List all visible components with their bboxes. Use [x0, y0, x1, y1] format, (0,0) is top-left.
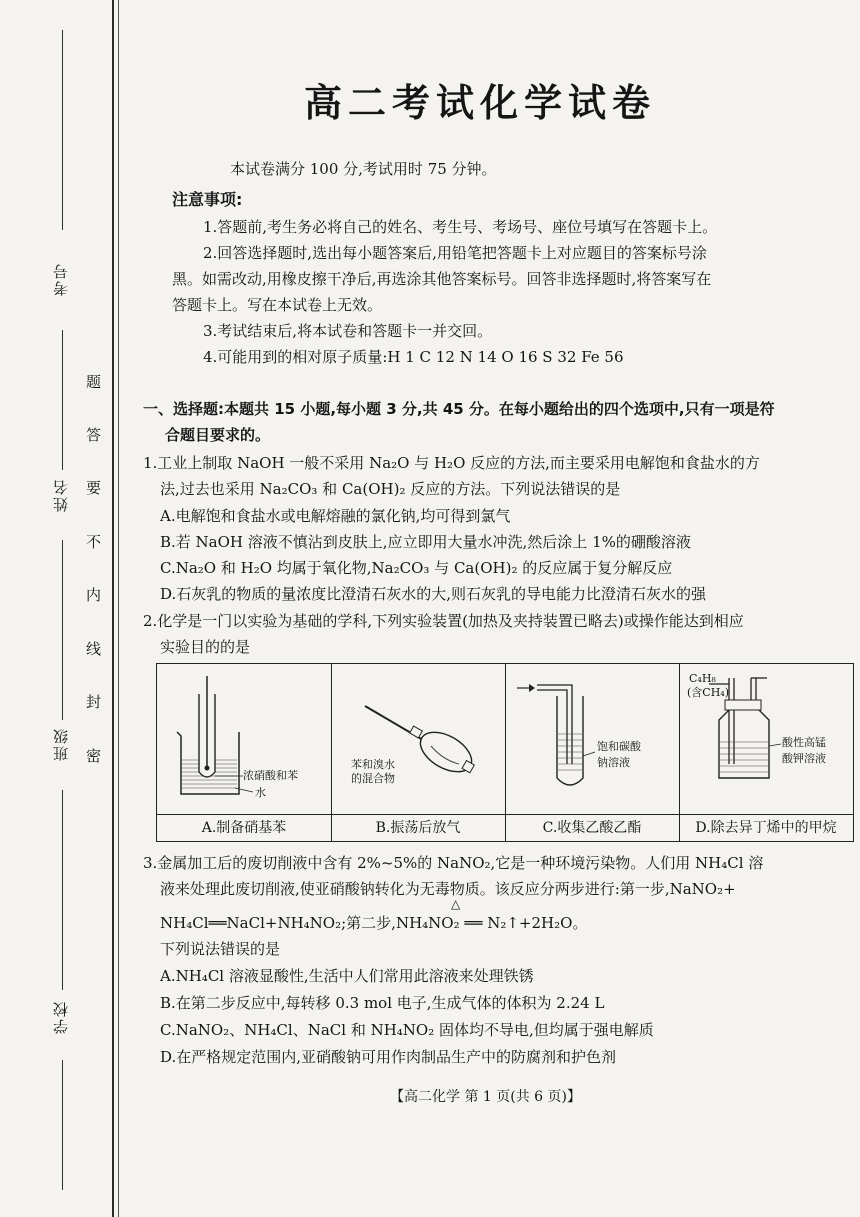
field-line: [62, 790, 63, 990]
apparatus-panel-d: [679, 664, 853, 841]
heat-symbol: △: [451, 897, 461, 911]
seal-char: 要: [86, 479, 102, 497]
equation: NH₄Cl══NaCl+NH₄NO₂;第二步,NH₄NO₂ ══ N₂↑+2H₂O。: [160, 914, 588, 932]
figure-label: (含CH₄): [687, 686, 730, 699]
seal-char: 封: [86, 693, 102, 711]
panel-caption: B.振荡后放气: [331, 814, 505, 841]
panel-caption: C.收集乙酸乙酯: [505, 814, 679, 841]
question-stem: 实验目的的是: [160, 638, 251, 656]
field-class: 班级: [52, 727, 70, 761]
apparatus-panel-b: [331, 664, 506, 841]
seal-char: 不: [86, 533, 102, 551]
figure-label: C₄H₈: [689, 672, 716, 685]
exam-info: 本试卷满分 100 分,考试用时 75 分钟。: [230, 160, 497, 178]
field-line: [62, 540, 63, 720]
panel-caption: A.制备硝基苯: [157, 814, 331, 841]
field-school: 学校: [52, 1000, 70, 1034]
figure-label: 酸性高锰: [782, 736, 826, 749]
option: B.若 NaOH 溶液不慎沾到皮肤上,应立即用大量水冲洗,然后涂上 1%的硼酸溶液: [160, 533, 691, 551]
question-stem: 法,过去也采用 Na₂CO₃ 和 Ca(OH)₂ 反应的方法。下列说法错误的是: [160, 480, 621, 498]
figure-label: 苯和溴水: [351, 758, 395, 771]
seal-char: 密: [86, 747, 102, 765]
option: A.NH₄Cl 溶液显酸性,生活中人们常用此溶液来处理铁锈: [160, 967, 534, 985]
figure-label: 钠溶液: [597, 756, 630, 769]
question-stem: 1.工业上制取 NaOH 一般不采用 Na₂O 与 H₂O 反应的方法,而主要采用电解饱和食盐水的方: [143, 454, 760, 472]
note-line: 1.答题前,考生务必将自己的姓名、考生号、考场号、座位号填写在答题卡上。: [203, 218, 718, 236]
field-line: [62, 1060, 63, 1190]
figure-label: 水: [255, 786, 266, 799]
figure-label: 的混合物: [351, 772, 395, 785]
note-line: 黑。如需改动,用橡皮擦干净后,再选涂其他答案标号。回答非选择题时,将答案写在: [172, 270, 712, 288]
option: A.电解饱和食盐水或电解熔融的氯化钠,均可得到氯气: [160, 507, 511, 525]
note-line: 2.回答选择题时,选出每小题答案后,用铅笔把答题卡上对应题目的答案标号涂: [203, 244, 707, 262]
note-line: 4.可能用到的相对原子质量:H 1 C 12 N 14 O 16 S 32 Fe 56: [203, 348, 624, 366]
page-footer: 【高二化学 第 1 页(共 6 页)】: [390, 1089, 581, 1105]
page-title: 高二考试化学试卷: [303, 81, 656, 125]
binding-line: [112, 0, 114, 1217]
figure-label: 酸钾溶液: [782, 752, 826, 765]
option: C.NaNO₂、NH₄Cl、NaCl 和 NH₄NO₂ 固体均不导电,但均属于强电解质: [160, 1021, 654, 1039]
option: D.石灰乳的物质的量浓度比澄清石灰水的大,则石灰乳的导电能力比澄清石灰水的强: [160, 585, 707, 603]
question-stem: 液来处理此废切削液,使亚硝酸钠转化为无毒物质。该反应分两步进行:第一步,NaNO₂+: [160, 880, 736, 898]
funnel-figure: [331, 664, 505, 814]
binding-line-inner: [118, 0, 119, 1217]
seal-char: 线: [86, 640, 102, 658]
seal-char: 内: [86, 586, 102, 604]
notes-heading: 注意事项:: [172, 190, 243, 209]
field-line: [62, 330, 63, 470]
apparatus-panel-a: [157, 664, 332, 841]
field-name: 姓名: [52, 478, 70, 512]
figure-label: 饱和碳酸: [597, 740, 641, 753]
option: B.在第二步反应中,每转移 0.3 mol 电子,生成气体的体积为 2.24 L: [160, 994, 605, 1012]
option: C.Na₂O 和 H₂O 均属于氧化物,Na₂CO₃ 与 Ca(OH)₂ 的反应属于复分解反应: [160, 559, 673, 577]
apparatus-panel-c: [505, 664, 680, 841]
panel-caption: D.除去异丁烯中的甲烷: [679, 814, 853, 841]
option: D.在严格规定范围内,亚硝酸钠可用作肉制品生产中的防腐剂和护色剂: [160, 1048, 617, 1066]
beaker-figure: [157, 664, 331, 814]
test-tube-figure: [505, 664, 679, 814]
field-exam-number: 考号: [52, 262, 70, 296]
seal-char: 题: [86, 373, 102, 391]
note-line: 答题卡上。写在本试卷上无效。: [172, 296, 383, 314]
field-line: [62, 30, 63, 230]
question-stem: 2.化学是一门以实验为基础的学科,下列实验装置(加热及夹持装置已略去)或操作能达到相应: [143, 612, 744, 630]
section-heading: 合题目要求的。: [165, 426, 271, 444]
seal-char: 答: [86, 426, 102, 444]
question-stem: 下列说法错误的是: [160, 940, 281, 958]
question-stem: 3.金属加工后的废切削液中含有 2%~5%的 NaNO₂,它是一种环境污染物。人们用 NH₄Cl 溶: [143, 854, 764, 872]
section-heading: 一、选择题:本题共 15 小题,每小题 3 分,共 45 分。在每小题给出的四个选项中,只有一项是符: [143, 400, 775, 418]
figure-label: 浓硝酸和苯: [243, 769, 298, 782]
note-line: 3.考试结束后,将本试卷和答题卡一并交回。: [203, 322, 493, 340]
apparatus-table: [156, 663, 854, 842]
